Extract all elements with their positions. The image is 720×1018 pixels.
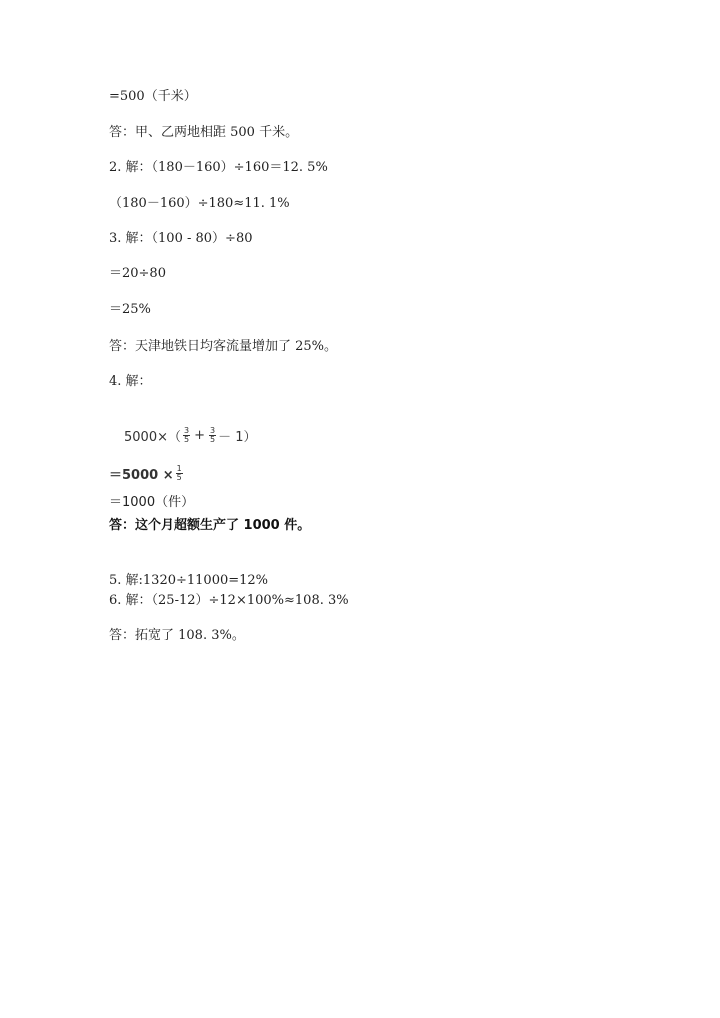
q4-expr-tail: － 1） <box>218 430 257 445</box>
q4-fraction-1 <box>183 427 190 444</box>
q4-fraction-2-denominator: 5 <box>209 435 216 444</box>
line-result-500km: =500（千米） <box>109 89 197 104</box>
q4-step-row <box>109 464 185 483</box>
q4-step-fraction-numerator: 1 <box>176 464 182 473</box>
q4-expr-lead: 5000×（ <box>124 430 181 445</box>
q4-plus-sign: + <box>194 428 205 443</box>
line-q2-step1: 2. 解：（180－160）÷160＝12. 5% <box>109 160 328 175</box>
q4-fraction-2-numerator: 3 <box>209 426 216 435</box>
line-q2-step2: （180－160）÷180≈11. 1% <box>109 196 290 211</box>
q4-result-row: ＝1000（件） <box>109 495 195 510</box>
line-q3-step3: ＝25% <box>109 302 151 317</box>
line-q5: 5. 解:1320÷11000=12% <box>109 573 269 588</box>
line-q3-step2: ＝20÷80 <box>109 266 166 281</box>
q4-step-fraction-denominator: 5 <box>176 473 182 482</box>
line-q3-step1: 3. 解：（100 - 80）÷80 <box>109 231 253 246</box>
line-q6: 6. 解：（25-12）÷12×100%≈108. 3% <box>109 593 349 608</box>
q4-fraction-1-denominator: 5 <box>183 435 190 444</box>
q4-fraction-1-numerator: 3 <box>183 426 190 435</box>
q4-answer-row: 答：这个月超额生产了 1000 件。 <box>109 518 311 533</box>
q4-step-fraction <box>176 465 183 482</box>
line-q4-heading: 4. 解： <box>109 374 152 389</box>
line-answer-1: 答：甲、乙两地相距 500 千米。 <box>109 125 299 140</box>
q4-expression-row <box>124 426 256 445</box>
q4-step-lead: ＝5000 × <box>109 468 174 483</box>
line-answer-3: 答：天津地铁日均客流量增加了 25%。 <box>109 339 338 354</box>
q4-fraction-2 <box>209 427 216 444</box>
line-answer-6: 答：拓宽了 108. 3%。 <box>109 628 245 643</box>
